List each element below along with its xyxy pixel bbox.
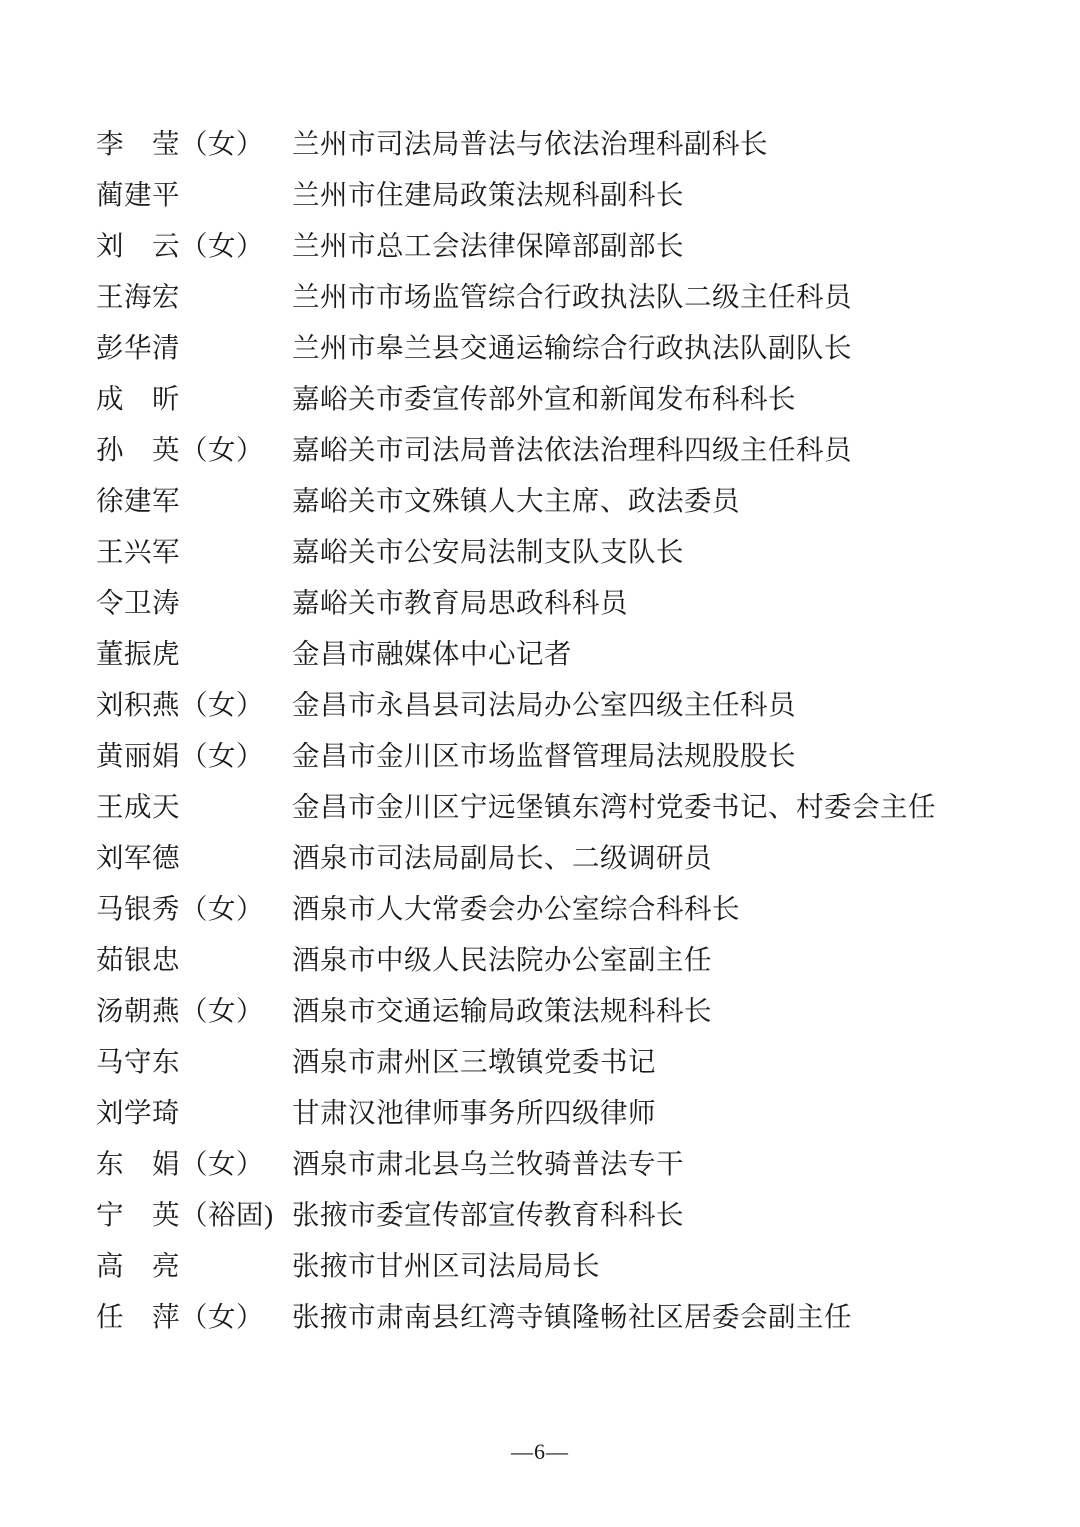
person-title: 酒泉市人大常委会办公室综合科科长 bbox=[292, 893, 740, 924]
person-title: 张掖市肃南县红湾寺镇隆畅社区居委会副主任 bbox=[292, 1301, 852, 1332]
list-item bbox=[96, 1189, 984, 1240]
person-name: 黄丽娟（女） bbox=[96, 740, 264, 771]
person-title: 金昌市金川区宁远堡镇东湾村党委书记、村委会主任 bbox=[292, 791, 936, 822]
person-title: 张掖市甘州区司法局局长 bbox=[292, 1250, 600, 1281]
person-title: 嘉峪关市公安局法制支队支队长 bbox=[292, 536, 684, 567]
list-item bbox=[96, 1087, 984, 1138]
person-title: 酒泉市司法局副局长、二级调研员 bbox=[292, 842, 712, 873]
list-item bbox=[96, 1138, 984, 1189]
list-item bbox=[96, 934, 984, 985]
person-title: 甘肃汉池律师事务所四级律师 bbox=[292, 1097, 656, 1128]
list-item bbox=[96, 1036, 984, 1087]
person-name: 刘学琦 bbox=[96, 1097, 180, 1128]
list-item bbox=[96, 985, 984, 1036]
list-item bbox=[96, 220, 984, 271]
person-name: 成 昕 bbox=[96, 383, 180, 414]
person-name: 王兴军 bbox=[96, 536, 180, 567]
person-title: 嘉峪关市文殊镇人大主席、政法委员 bbox=[292, 485, 740, 516]
person-title: 嘉峪关市教育局思政科科员 bbox=[292, 587, 628, 618]
person-name: 令卫涛 bbox=[96, 587, 180, 618]
list-item bbox=[96, 1240, 984, 1291]
list-item bbox=[96, 883, 984, 934]
person-name: 刘积燕（女） bbox=[96, 689, 264, 720]
list-item bbox=[96, 1291, 984, 1342]
person-name: 董振虎 bbox=[96, 638, 180, 669]
person-name: 刘军德 bbox=[96, 842, 180, 873]
list-item bbox=[96, 781, 984, 832]
person-title: 兰州市市场监管综合行政执法队二级主任科员 bbox=[292, 281, 852, 312]
person-name: 茹银忠 bbox=[96, 944, 180, 975]
list-item bbox=[96, 526, 984, 577]
person-title: 金昌市金川区市场监督管理局法规股股长 bbox=[292, 740, 796, 771]
person-title: 兰州市皋兰县交通运输综合行政执法队副队长 bbox=[292, 332, 852, 363]
person-name: 马守东 bbox=[96, 1046, 180, 1077]
list-item bbox=[96, 118, 984, 169]
list-item bbox=[96, 271, 984, 322]
person-title: 兰州市司法局普法与依法治理科副科长 bbox=[292, 128, 768, 159]
person-name: 马银秀（女） bbox=[96, 893, 264, 924]
list-item bbox=[96, 475, 984, 526]
person-name: 王海宏 bbox=[96, 281, 180, 312]
person-name: 王成天 bbox=[96, 791, 180, 822]
person-name: 孙 英（女） bbox=[96, 434, 264, 465]
page-number: —6— bbox=[511, 1439, 569, 1464]
personnel-list bbox=[96, 118, 984, 1342]
list-item bbox=[96, 832, 984, 883]
list-item bbox=[96, 424, 984, 475]
person-name: 刘 云（女） bbox=[96, 230, 264, 261]
person-title: 张掖市委宣传部宣传教育科科长 bbox=[292, 1199, 684, 1230]
person-name: 汤朝燕（女） bbox=[96, 995, 264, 1026]
person-title: 嘉峪关市司法局普法依法治理科四级主任科员 bbox=[292, 434, 852, 465]
person-name: 李 莹（女） bbox=[96, 128, 264, 159]
person-title: 金昌市融媒体中心记者 bbox=[292, 638, 572, 669]
list-item bbox=[96, 679, 984, 730]
person-title: 酒泉市肃州区三墩镇党委书记 bbox=[292, 1046, 656, 1077]
person-name: 蔺建平 bbox=[96, 179, 180, 210]
person-name: 任 萍（女） bbox=[96, 1301, 264, 1332]
list-item bbox=[96, 577, 984, 628]
person-title: 兰州市总工会法律保障部副部长 bbox=[292, 230, 684, 261]
person-title: 酒泉市交通运输局政策法规科科长 bbox=[292, 995, 712, 1026]
list-item bbox=[96, 169, 984, 220]
list-item bbox=[96, 628, 984, 679]
person-name: 高 亮 bbox=[96, 1250, 180, 1281]
person-name: 宁 英（裕固) bbox=[96, 1199, 274, 1230]
person-title: 酒泉市肃北县乌兰牧骑普法专干 bbox=[292, 1148, 684, 1179]
list-item bbox=[96, 322, 984, 373]
person-name: 徐建军 bbox=[96, 485, 180, 516]
person-title: 嘉峪关市委宣传部外宣和新闻发布科科长 bbox=[292, 383, 796, 414]
person-name: 彭华清 bbox=[96, 332, 180, 363]
person-title: 金昌市永昌县司法局办公室四级主任科员 bbox=[292, 689, 796, 720]
list-item bbox=[96, 730, 984, 781]
list-item bbox=[96, 373, 984, 424]
person-name: 东 娟（女） bbox=[96, 1148, 264, 1179]
person-title: 酒泉市中级人民法院办公室副主任 bbox=[292, 944, 712, 975]
person-title: 兰州市住建局政策法规科副科长 bbox=[292, 179, 684, 210]
